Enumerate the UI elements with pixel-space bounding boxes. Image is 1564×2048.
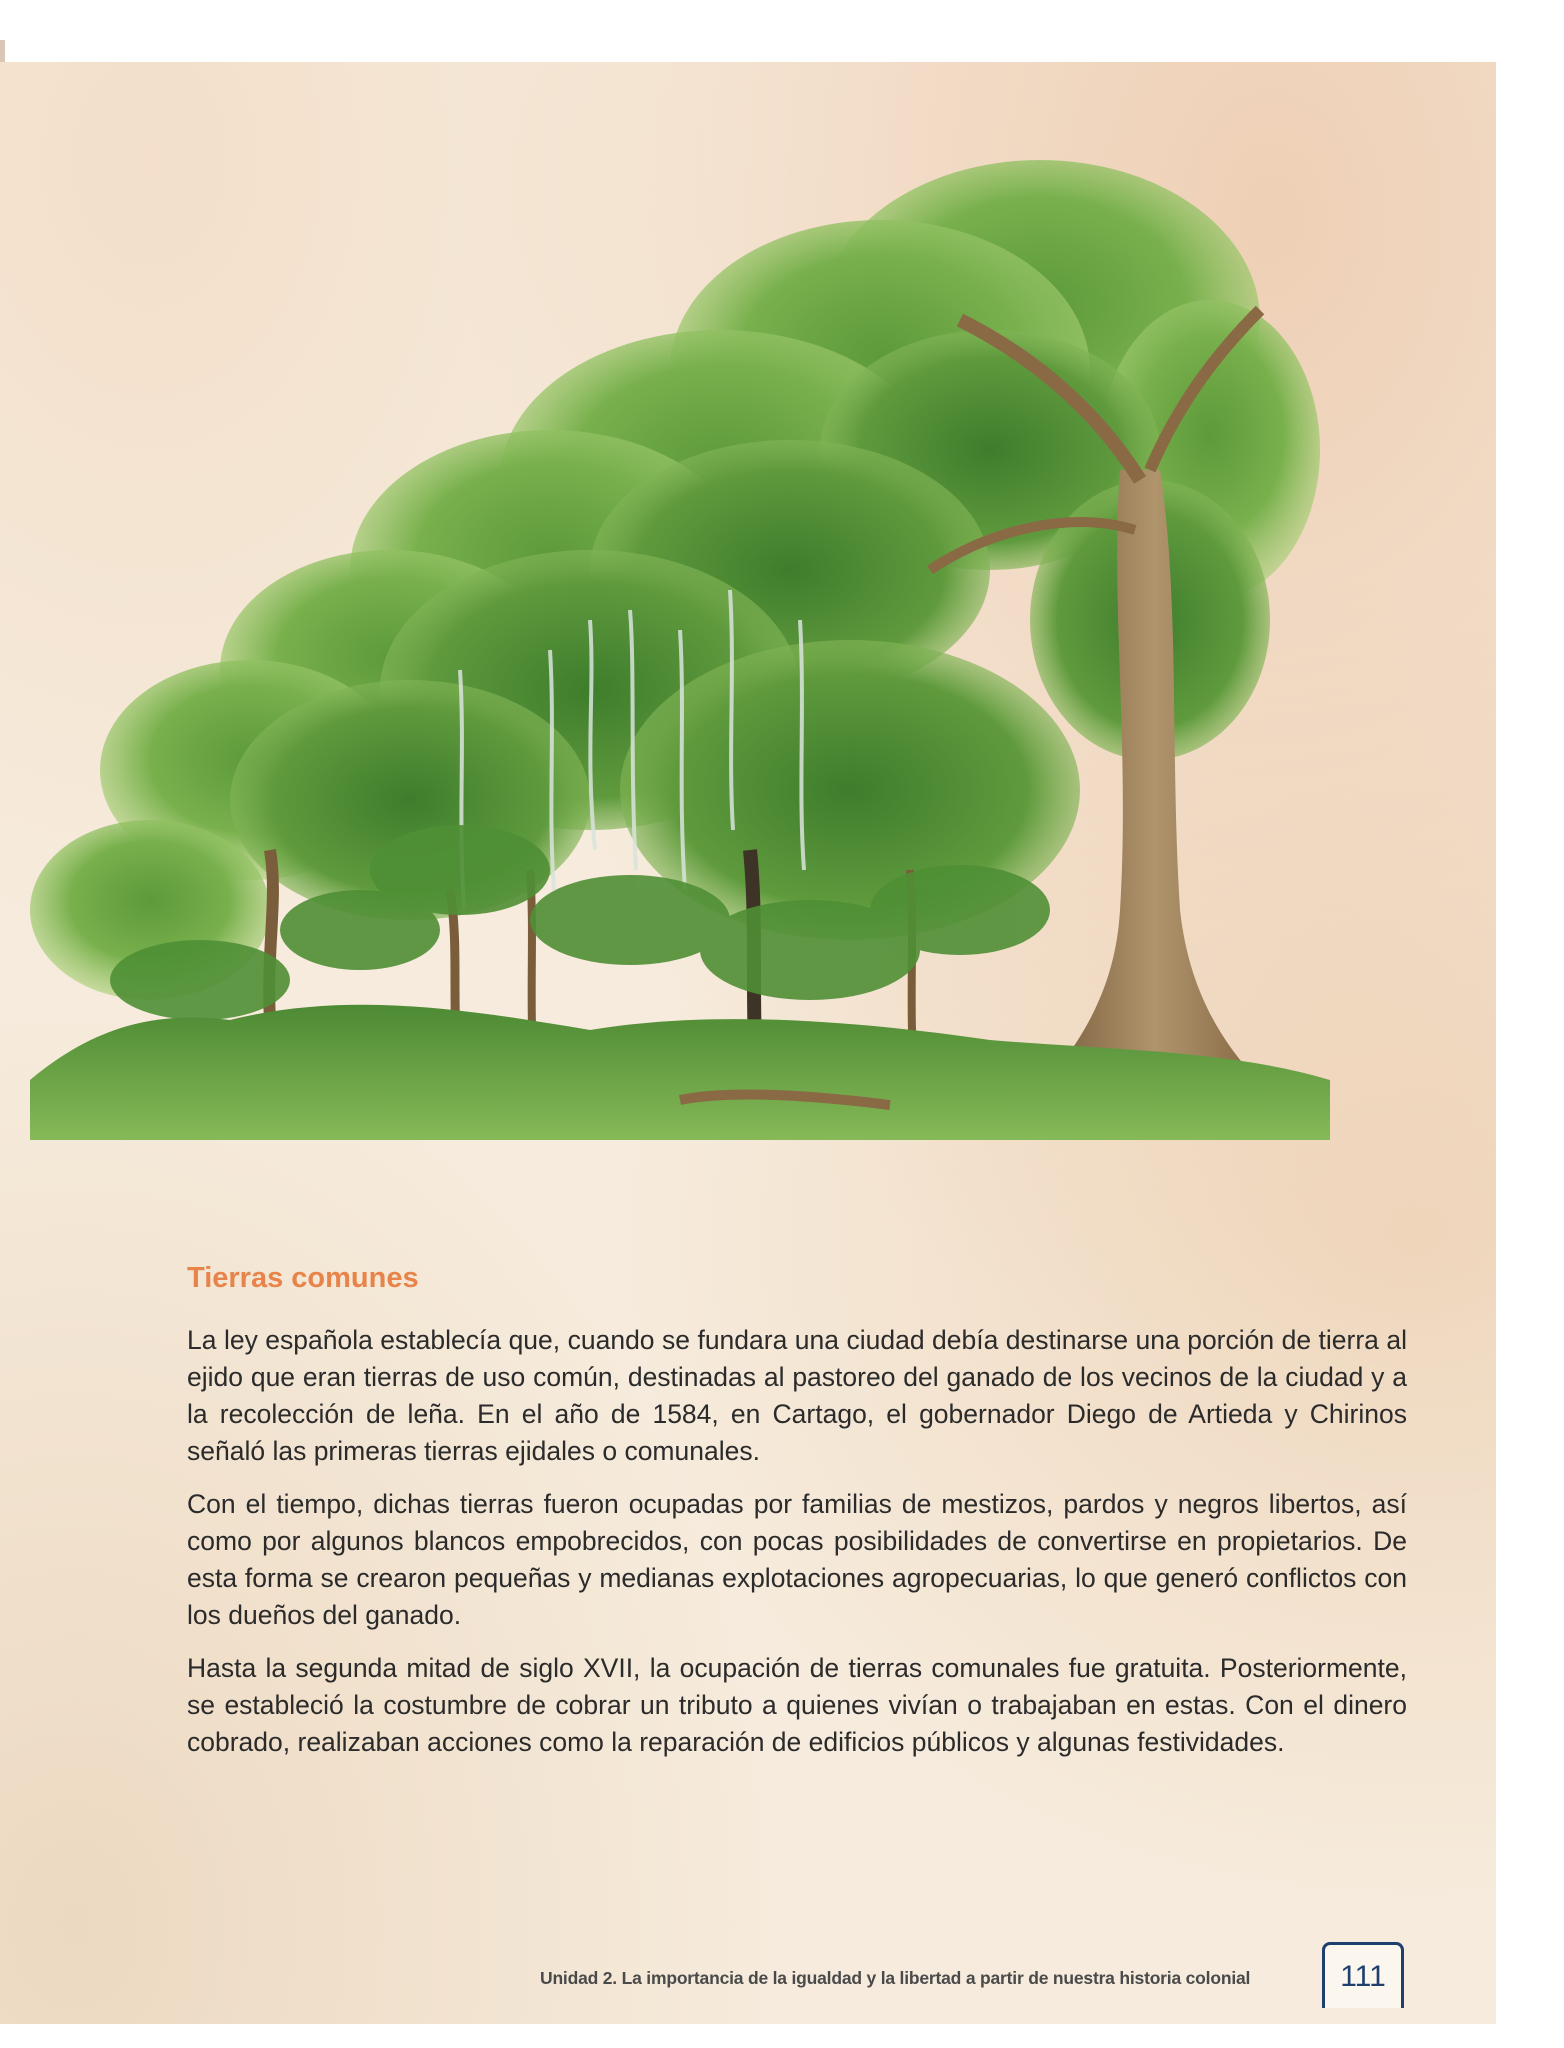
body-text: [187, 1322, 1407, 1777]
paragraph: Hasta la segunda mitad de siglo XVII, la ocupación de tierras comunales fue gratuita. Posteriormente, se estableció la costumbre de cobrar un tributo a quienes vivían o trabajaban en estas. Con el dinero cobrado, realizaban acciones como la reparación de edificios públicos y algunas festividades.: [187, 1653, 1407, 1757]
footer-unit-text: Unidad 2. La importancia de la igualdad y la libertad a partir de nuestra historia colonial: [540, 1968, 1251, 1988]
paragraph: Con el tiempo, dichas tierras fueron ocupadas por familias de mestizos, pardos y negros libertos, así como por algunos blancos empobrecidos, con pocas posibilidades de convertirse en propietarios. De esta forma se crearon pequeñas y medianas explotaciones agropecuarias, lo que generó conflictos con los dueños del ganado.: [187, 1489, 1407, 1630]
paragraph: La ley española establecía que, cuando se fundara una ciudad debía destinarse una porción de tierra al ejido que eran tierras de uso común, destinadas al pastoreo del ganado de los vecinos de la ciudad y a la recolección de leña. En el año de 1584, en Cartago, el gobernador Diego de Artieda y Chirinos señaló las primeras tierras ejidales o comunales.: [187, 1325, 1407, 1466]
page-number-box: [1322, 1942, 1404, 2008]
page-number: 111: [1340, 1959, 1386, 1993]
section-title: Tierras comunes: [187, 1262, 419, 1294]
rainforest-illustration: [30, 150, 1330, 1140]
